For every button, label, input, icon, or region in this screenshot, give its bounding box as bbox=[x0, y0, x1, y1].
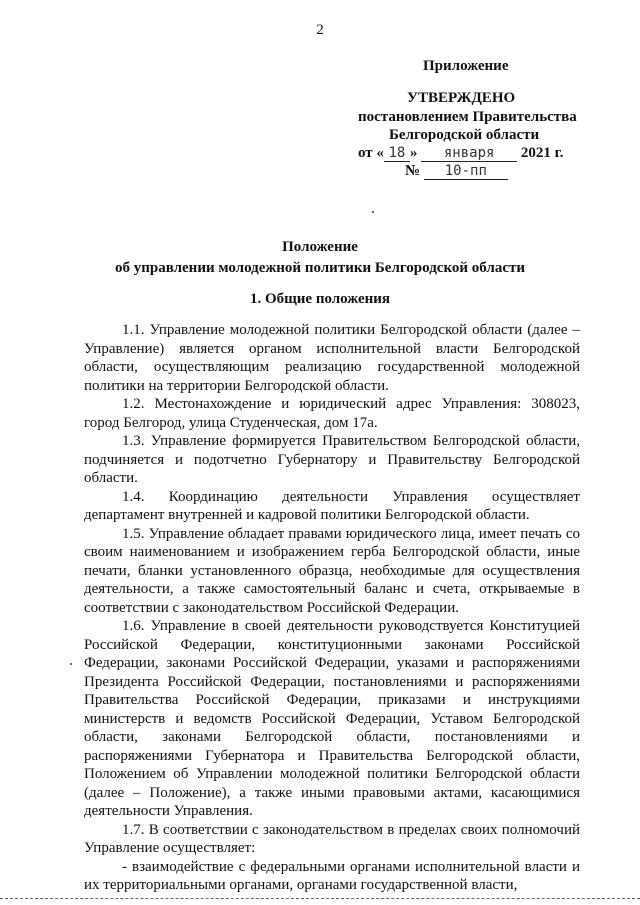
paragraph: 1.6. Управление в своей деятельности руководствуется Конституцией Российской Федерации, конституционными законами Российской Федерации, законами Российской Федерации, указами и распоряжениями Президента Российской Федерации, постановлениями и распоряжениями Правительства Российской Федерации, приказами и инструкциями министерств и ведомств Российской Федерации, Уставом Белгородской области, законами Белгородской области, постановлениями и распоряжениями Губернатора и Правительства Белгородской области, Положением об Управлении молодежной политики Белгородской области (далее – Положение), а также иными правовыми актами, касающимися деятельности Управления. bbox=[84, 618, 580, 819]
paragraph: 1.2. Местонахождение и юридический адрес Управления: 308023, город Белгород, улица Студенческая, дом 17а. bbox=[84, 396, 580, 431]
date-month: января bbox=[421, 145, 517, 162]
paragraph: - взаимодействие с федеральными органами исполнительной власти и их территориальными органами, органами государственной власти, bbox=[84, 858, 580, 893]
page-number: 2 bbox=[316, 22, 324, 38]
scan-speck bbox=[70, 663, 72, 665]
number-value: 10-пп bbox=[424, 163, 508, 180]
title-line1: Положение bbox=[282, 239, 358, 255]
date-prefix: от « bbox=[358, 145, 384, 161]
paragraph: 1.1. Управление молодежной политики Белгородской области (далее – Управление) является органом исполнительной власти Белгородской области, осуществляющим реализацию государственной молодежной политики на территории Белгородской области. bbox=[84, 322, 580, 394]
section-heading: 1. Общие положения bbox=[249, 291, 391, 307]
paragraph: 1.3. Управление формируется Правительством Белгородской области, подчиняется и подотчетно Губернатору и Правительству Белгородской области. bbox=[84, 433, 580, 486]
document-title bbox=[0, 237, 640, 279]
approval-date bbox=[358, 143, 564, 163]
paragraph: 1.4. Координацию деятельности Управления осуществляет департамент внутренней и кадровой политики Белгородской области. bbox=[84, 488, 580, 523]
page-bottom-edge bbox=[0, 898, 640, 899]
document-body bbox=[84, 321, 580, 895]
date-year: 2021 г. bbox=[520, 145, 564, 161]
scan-speck bbox=[372, 211, 374, 213]
date-mid: » bbox=[409, 145, 418, 161]
approved-label: УТВЕРЖДЕНО bbox=[407, 90, 516, 106]
paragraph: 1.5. Управление обладает правами юридического лица, имеет печать со своим наименованием и изображением герба Белгородской области, иные печати, бланки установленного образца, необходимые для осуществления деятельности, а также самостоятельный баланс и счета, открываемые в соответствии с законодательством Российской Федерации. bbox=[84, 525, 580, 616]
approval-number bbox=[405, 161, 508, 181]
appendix-label: Приложение bbox=[423, 58, 509, 74]
date-day: 18 bbox=[384, 145, 410, 162]
number-prefix: № bbox=[405, 163, 421, 179]
title-line2: об управлении молодежной политики Белгородской области bbox=[114, 260, 526, 276]
paragraph: 1.7. В соответствии с законодательством в пределах своих полномочий Управление осуществляет: bbox=[84, 821, 580, 856]
approved-by-line1: постановлением Правительства bbox=[358, 109, 577, 125]
approved-by-line2: Белгородской области bbox=[389, 127, 540, 143]
